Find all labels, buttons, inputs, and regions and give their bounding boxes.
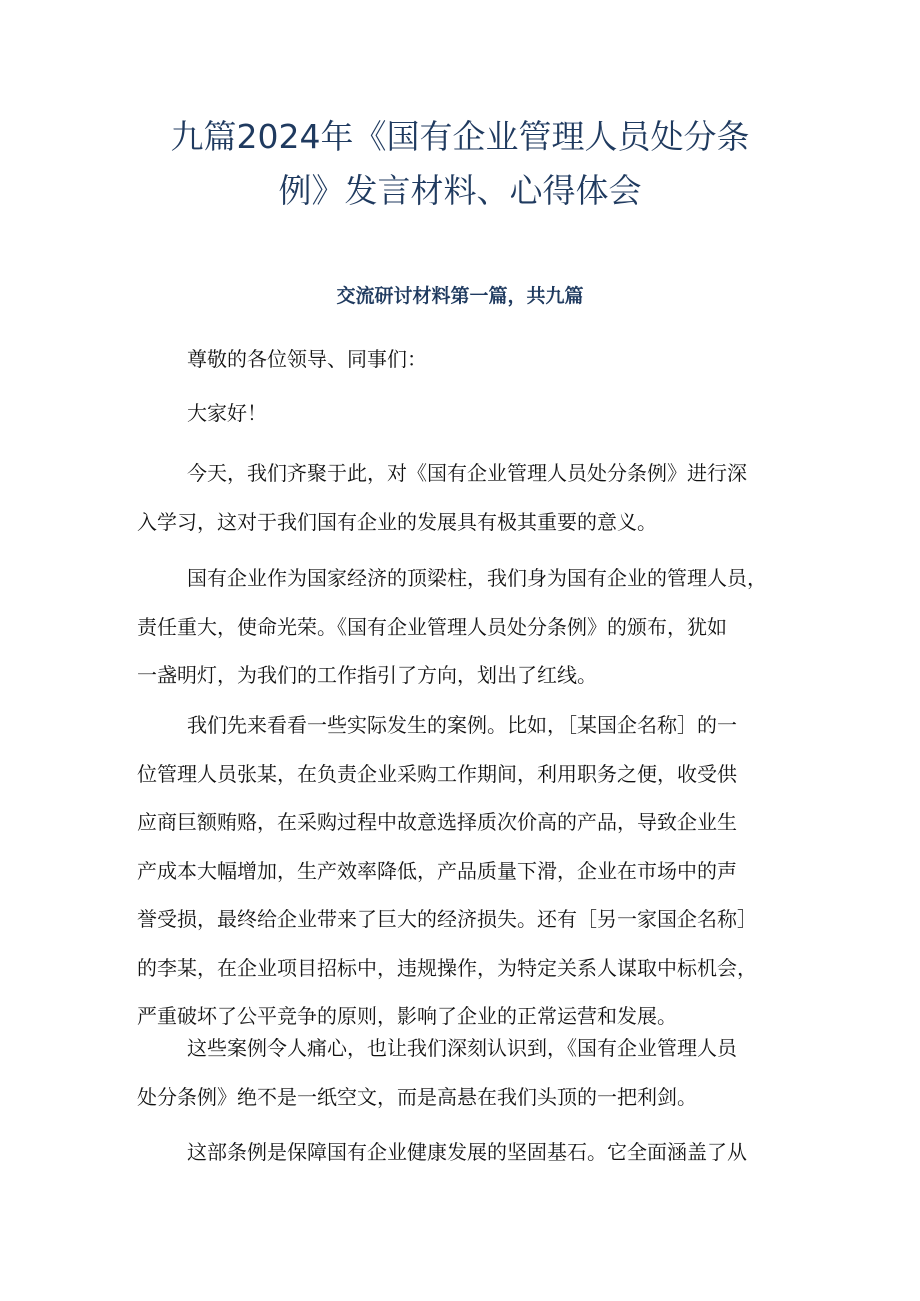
paragraph-line: 入学习，这对于我们国有企业的发展具有极其重要的意义。 (137, 509, 657, 534)
document-title (130, 110, 790, 218)
paragraph-line: 产成本大幅增加，生产效率降低，产品质量下滑，企业在市场中的声 (137, 858, 737, 883)
paragraph-line: 大家好！ (187, 401, 267, 425)
paragraph-reflection (137, 1024, 797, 1121)
paragraph-line: 今天，我们齐聚于此，对《国有企业管理人员处分条例》进行深 (187, 461, 747, 485)
title-line-1: 九篇2024年《国有企业管理人员处分条 (170, 117, 750, 156)
paragraph-line: 誉受损，最终给企业带来了巨大的经济损失。还有［另一家国企名称］ (137, 907, 757, 931)
paragraph-line: 这部条例是保障国有企业健康发展的坚固基石。它全面涵盖了从 (187, 1140, 747, 1164)
paragraph-line: 一盏明灯，为我们的工作指引了方向，划出了红线。 (137, 663, 597, 687)
paragraph-hello (137, 389, 797, 438)
paragraph-role (137, 554, 797, 700)
paragraph-line: 的李某，在企业项目招标中，违规操作，为特定关系人谋取中标机会， (137, 955, 757, 980)
title-line-2: 例》发言材料、心得体会 (278, 171, 642, 210)
paragraph-foundation (137, 1128, 797, 1177)
paragraph-line: 我们先来看看一些实际发生的案例。比如，［某国企名称］的一 (187, 713, 737, 737)
paragraph-line: 应商巨额贿赂，在采购过程中故意选择质次价高的产品，导致企业生 (137, 810, 737, 834)
paragraph-cases (137, 701, 797, 1041)
paragraph-intro (137, 449, 797, 546)
paragraph-line: 责任重大，使命光荣。《国有企业管理人员处分条例》的颁布，犹如 (137, 614, 727, 639)
paragraph-line: 国有企业作为国家经济的顶梁柱，我们身为国有企业的管理人员， (187, 566, 767, 590)
paragraph-line: 处分条例》绝不是一纸空文，而是高悬在我们头顶的一把利剑。 (137, 1084, 697, 1109)
paragraph-line: 尊敬的各位领导、同事们： (187, 347, 427, 371)
paragraph-line: 位管理人员张某，在负责企业采购工作期间，利用职务之便，收受供 (137, 761, 737, 786)
section-subtitle: 交流研讨材料第一篇，共九篇 (336, 285, 584, 307)
paragraph-line: 这些案例令人痛心，也让我们深刻认识到，《国有企业管理人员 (187, 1036, 737, 1060)
paragraph-line: 严重破坏了公平竞争的原则，影响了企业的正常运营和发展。 (137, 1004, 677, 1028)
paragraph-greeting (137, 335, 797, 384)
